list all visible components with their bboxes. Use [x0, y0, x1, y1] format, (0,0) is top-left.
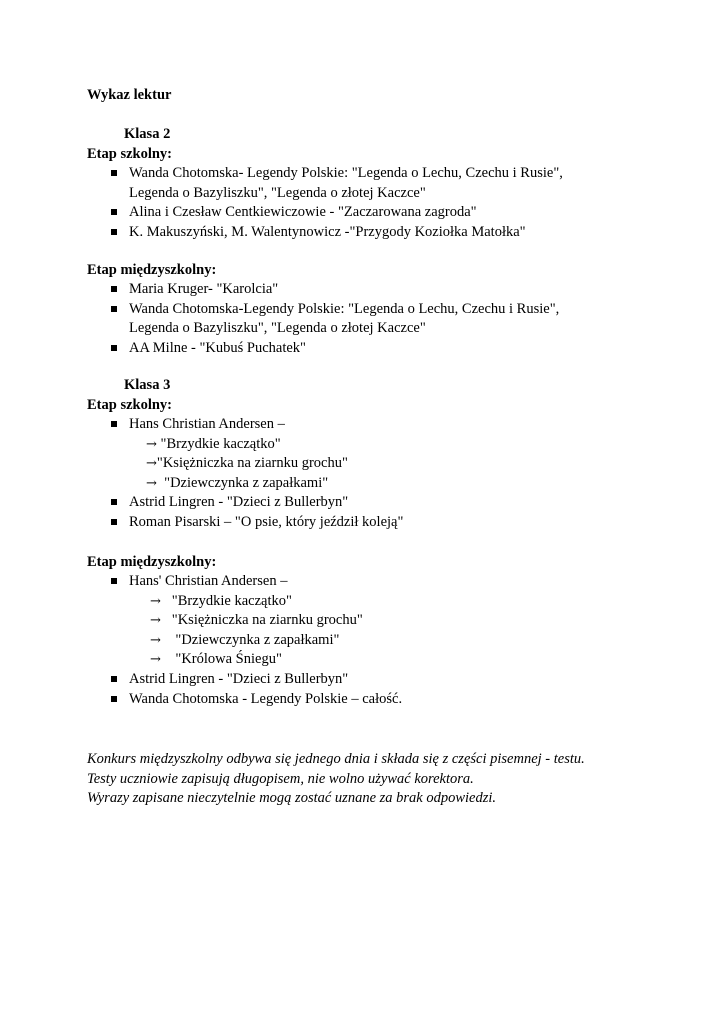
sub-list-item: [129, 454, 725, 474]
bullet-icon: [111, 578, 117, 584]
sub-list-item: [129, 631, 725, 651]
class-2-school-stage-label: Etap szkolny:: [87, 146, 173, 162]
sub-list-item-text: "Brzydkie kaczątko": [160, 435, 281, 452]
list-item-text: AA Milne - "Kubuś Puchatek": [129, 339, 306, 356]
arrow-right-icon: →: [150, 593, 161, 609]
class-3-heading: Klasa 3: [124, 377, 171, 393]
arrow-right-icon: →: [146, 436, 157, 452]
class-3-interschool-stage-list: [0, 572, 725, 709]
class-3-school-stage-list: [0, 415, 725, 533]
andersen-titles-list: [129, 592, 725, 670]
bullet-icon: [111, 421, 117, 427]
bullet-icon: [111, 499, 117, 505]
class-2-interschool-stage-label: Etap międzyszkolny:: [87, 262, 217, 278]
bullet-icon: [111, 696, 117, 702]
list-item-text-continuation: Legenda o Bazyliszku", "Legenda o złotej Kaczce": [129, 184, 426, 201]
sub-list-item: [129, 592, 725, 612]
sub-list-item-text: "Księżniczka na ziarnku grochu": [171, 612, 363, 629]
bullet-icon: [111, 286, 117, 292]
arrow-right-icon: →: [146, 456, 157, 472]
list-item-text: Roman Pisarski – "O psie, który jeździł koleją": [129, 513, 404, 530]
sub-list-item: [129, 650, 725, 670]
list-item: [0, 164, 725, 203]
sub-list-item-text: "Księżniczka na ziarnku grochu": [156, 455, 348, 472]
arrow-right-icon: →: [150, 632, 161, 648]
bullet-icon: [111, 676, 117, 682]
list-item: [0, 339, 725, 359]
sub-list-item: [129, 474, 725, 494]
list-item-text: K. Makuszyński, M. Walentynowicz -"Przygody Koziołka Matołka": [129, 223, 526, 240]
bullet-icon: [111, 170, 117, 176]
bullet-icon: [111, 306, 117, 312]
list-item: [0, 690, 725, 710]
list-item-text: Astrid Lingren - "Dzieci z Bullerbyn": [129, 494, 349, 511]
list-item: [0, 670, 725, 690]
sub-list-item-text: "Dziewczynka z zapałkami": [164, 474, 329, 491]
list-item: [0, 415, 725, 493]
sub-list-item-text: "Dziewczynka z zapałkami": [175, 631, 340, 648]
list-item: [0, 493, 725, 513]
list-item-text-continuation: Legenda o Bazyliszku", "Legenda o złotej Kaczce": [129, 320, 426, 337]
class-3-school-stage-label: Etap szkolny:: [87, 397, 173, 413]
sub-list-item: [129, 611, 725, 631]
note-line: Testy uczniowie zapisują długopisem, nie wolno używać korektora.: [87, 770, 474, 787]
note-line: Wyrazy zapisane nieczytelnie mogą zostać uznane za brak odpowiedzi.: [87, 790, 497, 807]
class-2-heading: Klasa 2: [124, 126, 171, 142]
sub-list-item-text: "Królowa Śniegu": [175, 651, 282, 668]
list-item: [0, 280, 725, 300]
list-item: [0, 572, 725, 670]
arrow-right-icon: →: [150, 652, 161, 668]
bullet-icon: [111, 229, 117, 235]
andersen-titles-list: [129, 435, 725, 494]
class-2-school-stage-list: [0, 164, 725, 242]
list-item-text: Hans' Christian Andersen –: [129, 573, 288, 589]
document-title: Wykaz lektur: [87, 87, 172, 103]
sub-list-item: [129, 435, 725, 455]
list-item: [0, 513, 725, 533]
list-item: [0, 203, 725, 223]
class-3-interschool-stage-label: Etap międzyszkolny:: [87, 554, 217, 570]
list-item-text: Wanda Chotomska- Legendy Polskie: "Legenda o Lechu, Czechu i Rusie",: [129, 165, 563, 181]
bullet-icon: [111, 519, 117, 525]
bullet-icon: [111, 209, 117, 215]
list-item-text: Maria Kruger- "Karolcia": [129, 281, 279, 297]
list-item-text: Wanda Chotomska - Legendy Polskie – całość.: [129, 690, 403, 707]
arrow-right-icon: →: [146, 475, 157, 491]
list-item-text: Alina i Czesław Centkiewiczowie - "Zaczarowana zagroda": [129, 204, 477, 221]
bullet-icon: [111, 345, 117, 351]
list-item-text: Wanda Chotomska-Legendy Polskie: "Legenda o Lechu, Czechu i Rusie",: [129, 300, 560, 317]
sub-list-item-text: "Brzydkie kaczątko": [171, 592, 292, 609]
arrow-right-icon: →: [150, 613, 161, 629]
list-item: [0, 223, 725, 243]
class-2-interschool-stage-list: [0, 280, 725, 358]
list-item-text: Hans Christian Andersen –: [129, 416, 285, 432]
note-line: Konkurs międzyszkolny odbywa się jednego dnia i składa się z części pisemnej - testu.: [87, 751, 585, 767]
list-item-text: Astrid Lingren - "Dzieci z Bullerbyn": [129, 670, 349, 687]
competition-notes: [87, 750, 725, 809]
list-item: [0, 300, 725, 339]
